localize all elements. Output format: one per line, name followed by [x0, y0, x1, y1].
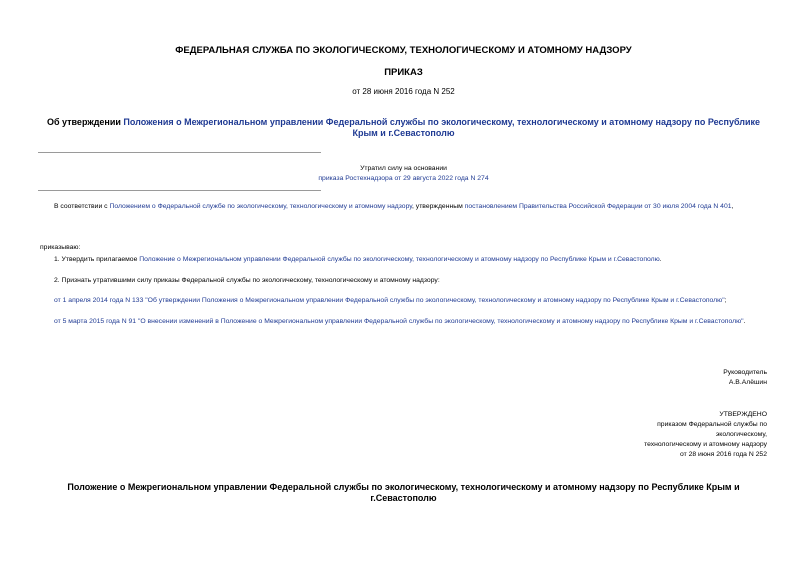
repeal-note [160, 164, 647, 184]
signatory-role: Руководитель [723, 369, 767, 376]
repealed-order-2 [40, 317, 767, 327]
approved-line5: от 28 июня 2016 года N 252 [679, 451, 767, 458]
signatory-name: А.В.Алёшин [728, 379, 767, 386]
approval-stamp [597, 410, 767, 460]
preamble-text-3: , [731, 203, 734, 210]
repeal-line1: Утратил силу на основании [360, 165, 447, 172]
repealed-order-1-link[interactable]: от 1 апреля 2014 года N 133 "Об утверждении Положения о Межрегиональном управлении Федеральной службы по экологическому, технологическому и атомному надзору по Республике Крым и г.Севастополю" [54, 297, 725, 304]
doc-type-heading: ПРИКАЗ [384, 67, 423, 78]
repealed-order-1-suffix: ; [724, 297, 727, 304]
preamble-text-1: В соответствии с [54, 203, 110, 210]
preamble-text-2: , утвержденным [412, 203, 465, 210]
item-1-suffix: . [659, 256, 662, 263]
item-1-text: 1. Утвердить прилагаемое [54, 256, 140, 263]
divider-top [38, 152, 321, 153]
prikazyvayu-text: приказываю: [40, 244, 81, 251]
item-1 [40, 255, 767, 265]
item-2: 2. Признать утратившими силу приказы Федеральной службы по экологическому, технологическому и атомному надзору: [54, 277, 440, 284]
title-regulation-link[interactable]: Положения о Межрегиональном управлении Федеральной службы по экологическому, технологическому и атомному надзору по Республике Крым и г.Севастополю [123, 117, 761, 138]
title-prefix: Об утверждении [46, 117, 124, 127]
signature-block [723, 368, 767, 388]
agency-heading: ФЕДЕРАЛЬНАЯ СЛУЖБА ПО ЭКОЛОГИЧЕСКОМУ, ТЕХНОЛОГИЧЕСКОМУ И АТОМНОМУ НАДЗОРУ [175, 45, 632, 56]
document-title [40, 117, 767, 139]
approved-line3: экологическому, [715, 431, 767, 438]
repealed-order-1 [40, 296, 767, 306]
doc-date-number: от 28 июня 2016 года N 252 [352, 87, 455, 96]
regulation-link[interactable]: Положением о Федеральной службе по экологическому, технологическому и атомному надзору [109, 203, 413, 210]
repealed-order-2-suffix: . [743, 318, 746, 325]
approved-line1: УТВЕРЖДЕНО [719, 411, 767, 418]
government-decree-link[interactable]: постановлением Правительства Российской Федерации от 30 июля 2004 года N 401 [464, 203, 732, 210]
approved-line2: приказом Федеральной службы по [657, 421, 767, 428]
approved-line4: технологическому и атомному надзору [644, 441, 767, 448]
appendix-title: Положение о Межрегиональном управлении Федеральной службы по экологическому, технологическому и атомному надзору по Республике Крым и г.Севастополю [67, 482, 740, 503]
approved-regulation-link[interactable]: Положение о Межрегиональном управлении Федеральной службы по экологическому, технологическому и атомному надзору по Республике Крым и г.Севастополю [139, 256, 660, 263]
preamble-paragraph [40, 202, 767, 212]
repealed-order-2-link[interactable]: от 5 марта 2015 года N 91 "О внесении изменений в Положение о Межрегиональном управлении Федеральной службы по экологическому, технологическому и атомному надзору по Республике Крым и г.Севастополю" [54, 318, 744, 325]
repeal-order-link[interactable]: приказа Ростехнадзора от 29 августа 2022 года N 274 [318, 175, 489, 182]
divider-bottom [38, 190, 321, 191]
